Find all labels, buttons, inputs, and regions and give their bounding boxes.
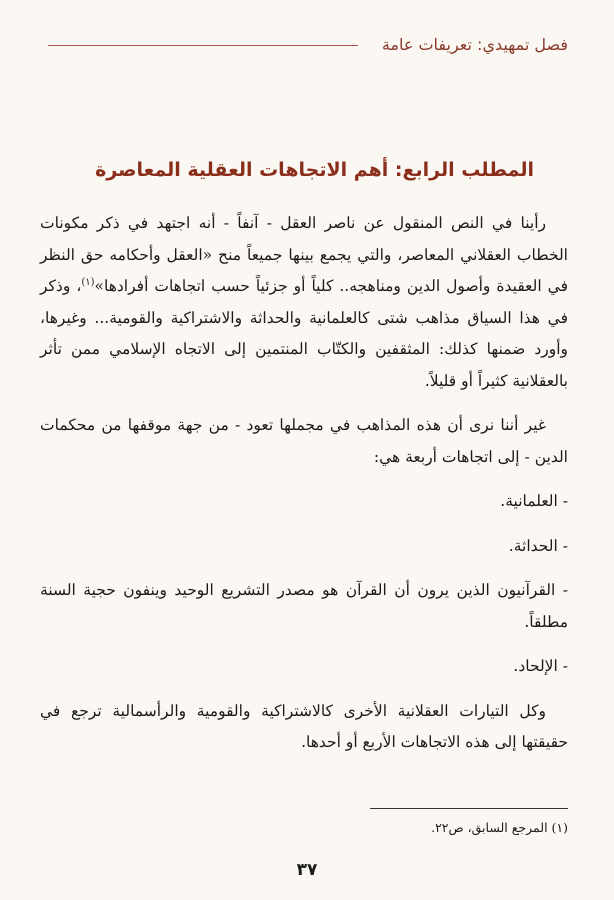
list-item-quranists: - القرآنيون الذين يرون أن القرآن هو مصدر التشريع الوحيد وينفون حجية السنة مطلقاً. — [40, 581, 568, 631]
closing-paragraph: وكل التيارات العقلانية الأخرى كالاشتراكية والقومية والرأسمالية ترجع في حقيقتها إلى هذه الاتجاهات الأربع أو أحدها. — [40, 701, 568, 751]
header-rule — [48, 45, 358, 46]
paragraph-1-continued: ، وذكر في هذا السياق مذاهب شتى كالعلمانية والحداثة والاشتراكية والقومية... وغيرها، وأورد ضمنها كذلك: المثقفين والكتّاب المنتمين إلى الاتجاه الإسلامي ممن تأثر بالعقلانية كثيراً أو قليلاً. — [40, 277, 568, 390]
paragraph-1 — [40, 208, 568, 397]
list-item-atheism: - الإلحاد. — [513, 657, 568, 675]
page-number: ٣٧ — [296, 860, 318, 880]
footnote: (١) المرجع السابق، ص٢٢. — [431, 820, 568, 835]
paragraph-2: غير أننا نرى أن هذه المذاهب في مجملها تعود - من جهة موقفها من محكمات الدين - إلى اتجاهات أربعة هي: — [40, 416, 568, 466]
list-item-modernity: - الحداثة. — [508, 536, 568, 555]
footnote-rule — [370, 808, 568, 809]
section-title: المطلب الرابع: أهم الاتجاهات العقلية المعاصرة — [95, 159, 534, 181]
footnote-reference: (١) — [81, 276, 95, 288]
body-text — [40, 208, 568, 772]
list-item-secularism: - العلمانية. — [500, 492, 568, 510]
paragraph-1-text: رأينا في النص المنقول عن ناصر العقل - آنفاً - أنه اجتهد في ذكر مكونات الخطاب العقلاني المعاصر، والتي يجمع بينها جميعاً منح «العقل وأحكامه حق النظر في العقيدة وأصول الدين ومناهجه.. كلياً أو جزئياً حسب اتجاهات أفرادها» — [40, 214, 568, 295]
running-header — [48, 30, 568, 60]
running-header-title: فصل تمهيدي: تعريفات عامة — [381, 35, 568, 54]
